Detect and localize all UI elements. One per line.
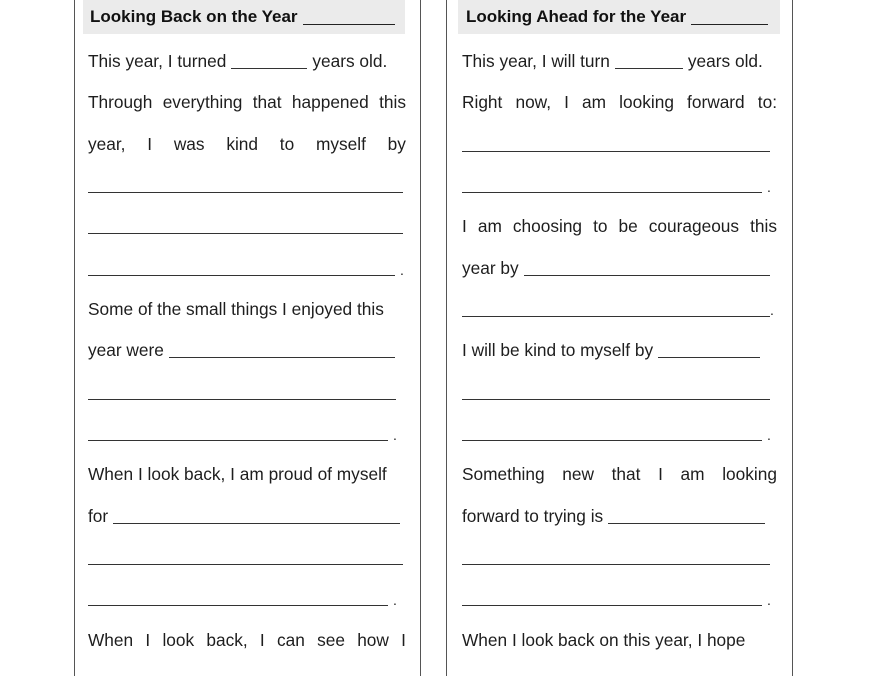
word: this <box>379 92 406 113</box>
enjoyed-question-line-1 <box>88 290 406 331</box>
age-suffix: years old. <box>312 51 388 72</box>
answer-blank[interactable] <box>88 191 403 193</box>
word: new <box>562 464 594 485</box>
period: . <box>767 179 771 196</box>
answer-blank[interactable] <box>88 398 396 400</box>
kind-answer-line-2 <box>462 414 777 455</box>
proud-answer-line-2 <box>88 579 406 620</box>
answer-blank[interactable] <box>462 315 770 317</box>
period: . <box>767 592 771 609</box>
enjoyed-answer-line-1 <box>88 373 406 414</box>
proud-question-line-2 <box>88 497 406 538</box>
word: choosing <box>512 216 583 237</box>
word: was <box>173 134 205 155</box>
courageous-question-line-1 <box>462 207 777 248</box>
word: myself <box>315 134 366 155</box>
enjoyed-answer-line-2 <box>88 414 406 455</box>
enjoyed-question-line-2 <box>88 331 406 372</box>
period: . <box>767 427 771 444</box>
word: Right <box>462 92 503 113</box>
word: happened <box>291 92 369 113</box>
year-blank[interactable] <box>303 10 395 25</box>
looking-back-header <box>83 0 405 34</box>
word: I <box>564 92 569 113</box>
period: . <box>400 262 404 279</box>
word: see <box>317 630 345 651</box>
answer-blank[interactable] <box>113 522 400 524</box>
enjoyed-question-text: Some of the small things I enjoyed this <box>88 299 384 320</box>
word: Something <box>462 464 545 485</box>
answer-blank[interactable] <box>88 274 395 276</box>
answer-blank[interactable] <box>608 522 765 524</box>
word: how <box>357 630 389 651</box>
age-line <box>462 42 777 83</box>
proud-answer-line-1 <box>88 538 406 579</box>
age-prefix: This year, I will turn <box>462 51 610 72</box>
word: am <box>680 464 705 485</box>
forward-answer-line-1 <box>462 125 777 166</box>
hope-question-text: When I look back on this year, I hope <box>462 630 746 651</box>
word: that <box>252 92 282 113</box>
kind-question-line-1 <box>88 83 406 124</box>
word: I <box>462 216 467 237</box>
word: I <box>145 630 151 651</box>
looking-ahead-header <box>458 0 780 34</box>
word: I <box>147 134 153 155</box>
age-blank[interactable] <box>231 67 307 69</box>
word: can <box>276 630 305 651</box>
word: looking <box>619 92 674 113</box>
word: I <box>401 630 406 651</box>
word: I <box>658 464 663 485</box>
kind-answer-line-3 <box>88 249 406 290</box>
new-question-line-2 <box>462 497 777 538</box>
word: am <box>582 92 607 113</box>
period: . <box>393 592 397 609</box>
enjoyed-question-text-2: year were <box>88 340 164 361</box>
word: back, <box>206 630 248 651</box>
word: I <box>259 630 265 651</box>
looking-back-card <box>74 0 421 676</box>
word: this <box>750 216 777 237</box>
answer-blank[interactable] <box>462 439 762 441</box>
answer-blank[interactable] <box>524 274 770 276</box>
looking-ahead-card <box>446 0 793 676</box>
new-answer-line-2 <box>462 579 777 620</box>
courageous-question-line-2 <box>462 249 777 290</box>
answer-blank[interactable] <box>88 604 388 606</box>
forward-answer-line-2 <box>462 166 777 207</box>
answer-blank[interactable] <box>462 150 770 152</box>
hope-question-line-1 <box>462 621 777 662</box>
year-blank[interactable] <box>691 10 768 25</box>
see-how-question-line-1 <box>88 621 406 662</box>
kind-question-line-2 <box>88 125 406 166</box>
new-question-text-2: forward to trying is <box>462 506 604 527</box>
word: am <box>477 216 502 237</box>
word: Through <box>88 92 153 113</box>
new-answer-line-1 <box>462 538 777 579</box>
kind-answer-line-1 <box>462 373 777 414</box>
age-prefix: This year, I turned <box>88 51 227 72</box>
proud-question-line-1 <box>88 455 406 496</box>
answer-blank[interactable] <box>88 439 388 441</box>
proud-question-text: When I look back, I am proud of myself <box>88 464 387 485</box>
kind-answer-line-2 <box>88 207 406 248</box>
kind-answer-line-1 <box>88 166 406 207</box>
answer-blank[interactable] <box>462 398 770 400</box>
age-blank[interactable] <box>615 67 683 69</box>
new-question-line-1 <box>462 455 777 496</box>
word: year, <box>88 134 126 155</box>
word: that <box>611 464 641 485</box>
word: be <box>618 216 638 237</box>
period: . <box>393 427 397 444</box>
answer-blank[interactable] <box>658 356 760 358</box>
courageous-answer-line-1 <box>462 290 777 331</box>
looking-ahead-title: Looking Ahead for the Year <box>466 7 687 26</box>
word: to <box>279 134 295 155</box>
forward-question-line-1 <box>462 83 777 124</box>
answer-blank[interactable] <box>462 563 770 565</box>
word: to: <box>757 92 777 113</box>
courageous-question-text-2: year by <box>462 258 519 279</box>
age-suffix: years old. <box>687 51 763 72</box>
answer-blank[interactable] <box>462 604 762 606</box>
word: by <box>387 134 406 155</box>
age-line <box>88 42 406 83</box>
word: looking <box>722 464 777 485</box>
period: . <box>770 302 774 319</box>
word: to <box>593 216 608 237</box>
word: everything <box>162 92 243 113</box>
word: forward <box>687 92 745 113</box>
proud-question-text-2: for <box>88 506 109 527</box>
answer-blank[interactable] <box>88 232 403 234</box>
word: look <box>162 630 195 651</box>
kind-question-text: I will be kind to myself by <box>462 340 654 361</box>
answer-blank[interactable] <box>88 563 403 565</box>
answer-blank[interactable] <box>462 191 762 193</box>
word: courageous <box>648 216 740 237</box>
word: now, <box>515 92 552 113</box>
word: When <box>88 630 134 651</box>
answer-blank[interactable] <box>169 356 395 358</box>
looking-back-title: Looking Back on the Year <box>90 7 298 26</box>
word: kind <box>226 134 259 155</box>
kind-question-line <box>462 331 777 372</box>
